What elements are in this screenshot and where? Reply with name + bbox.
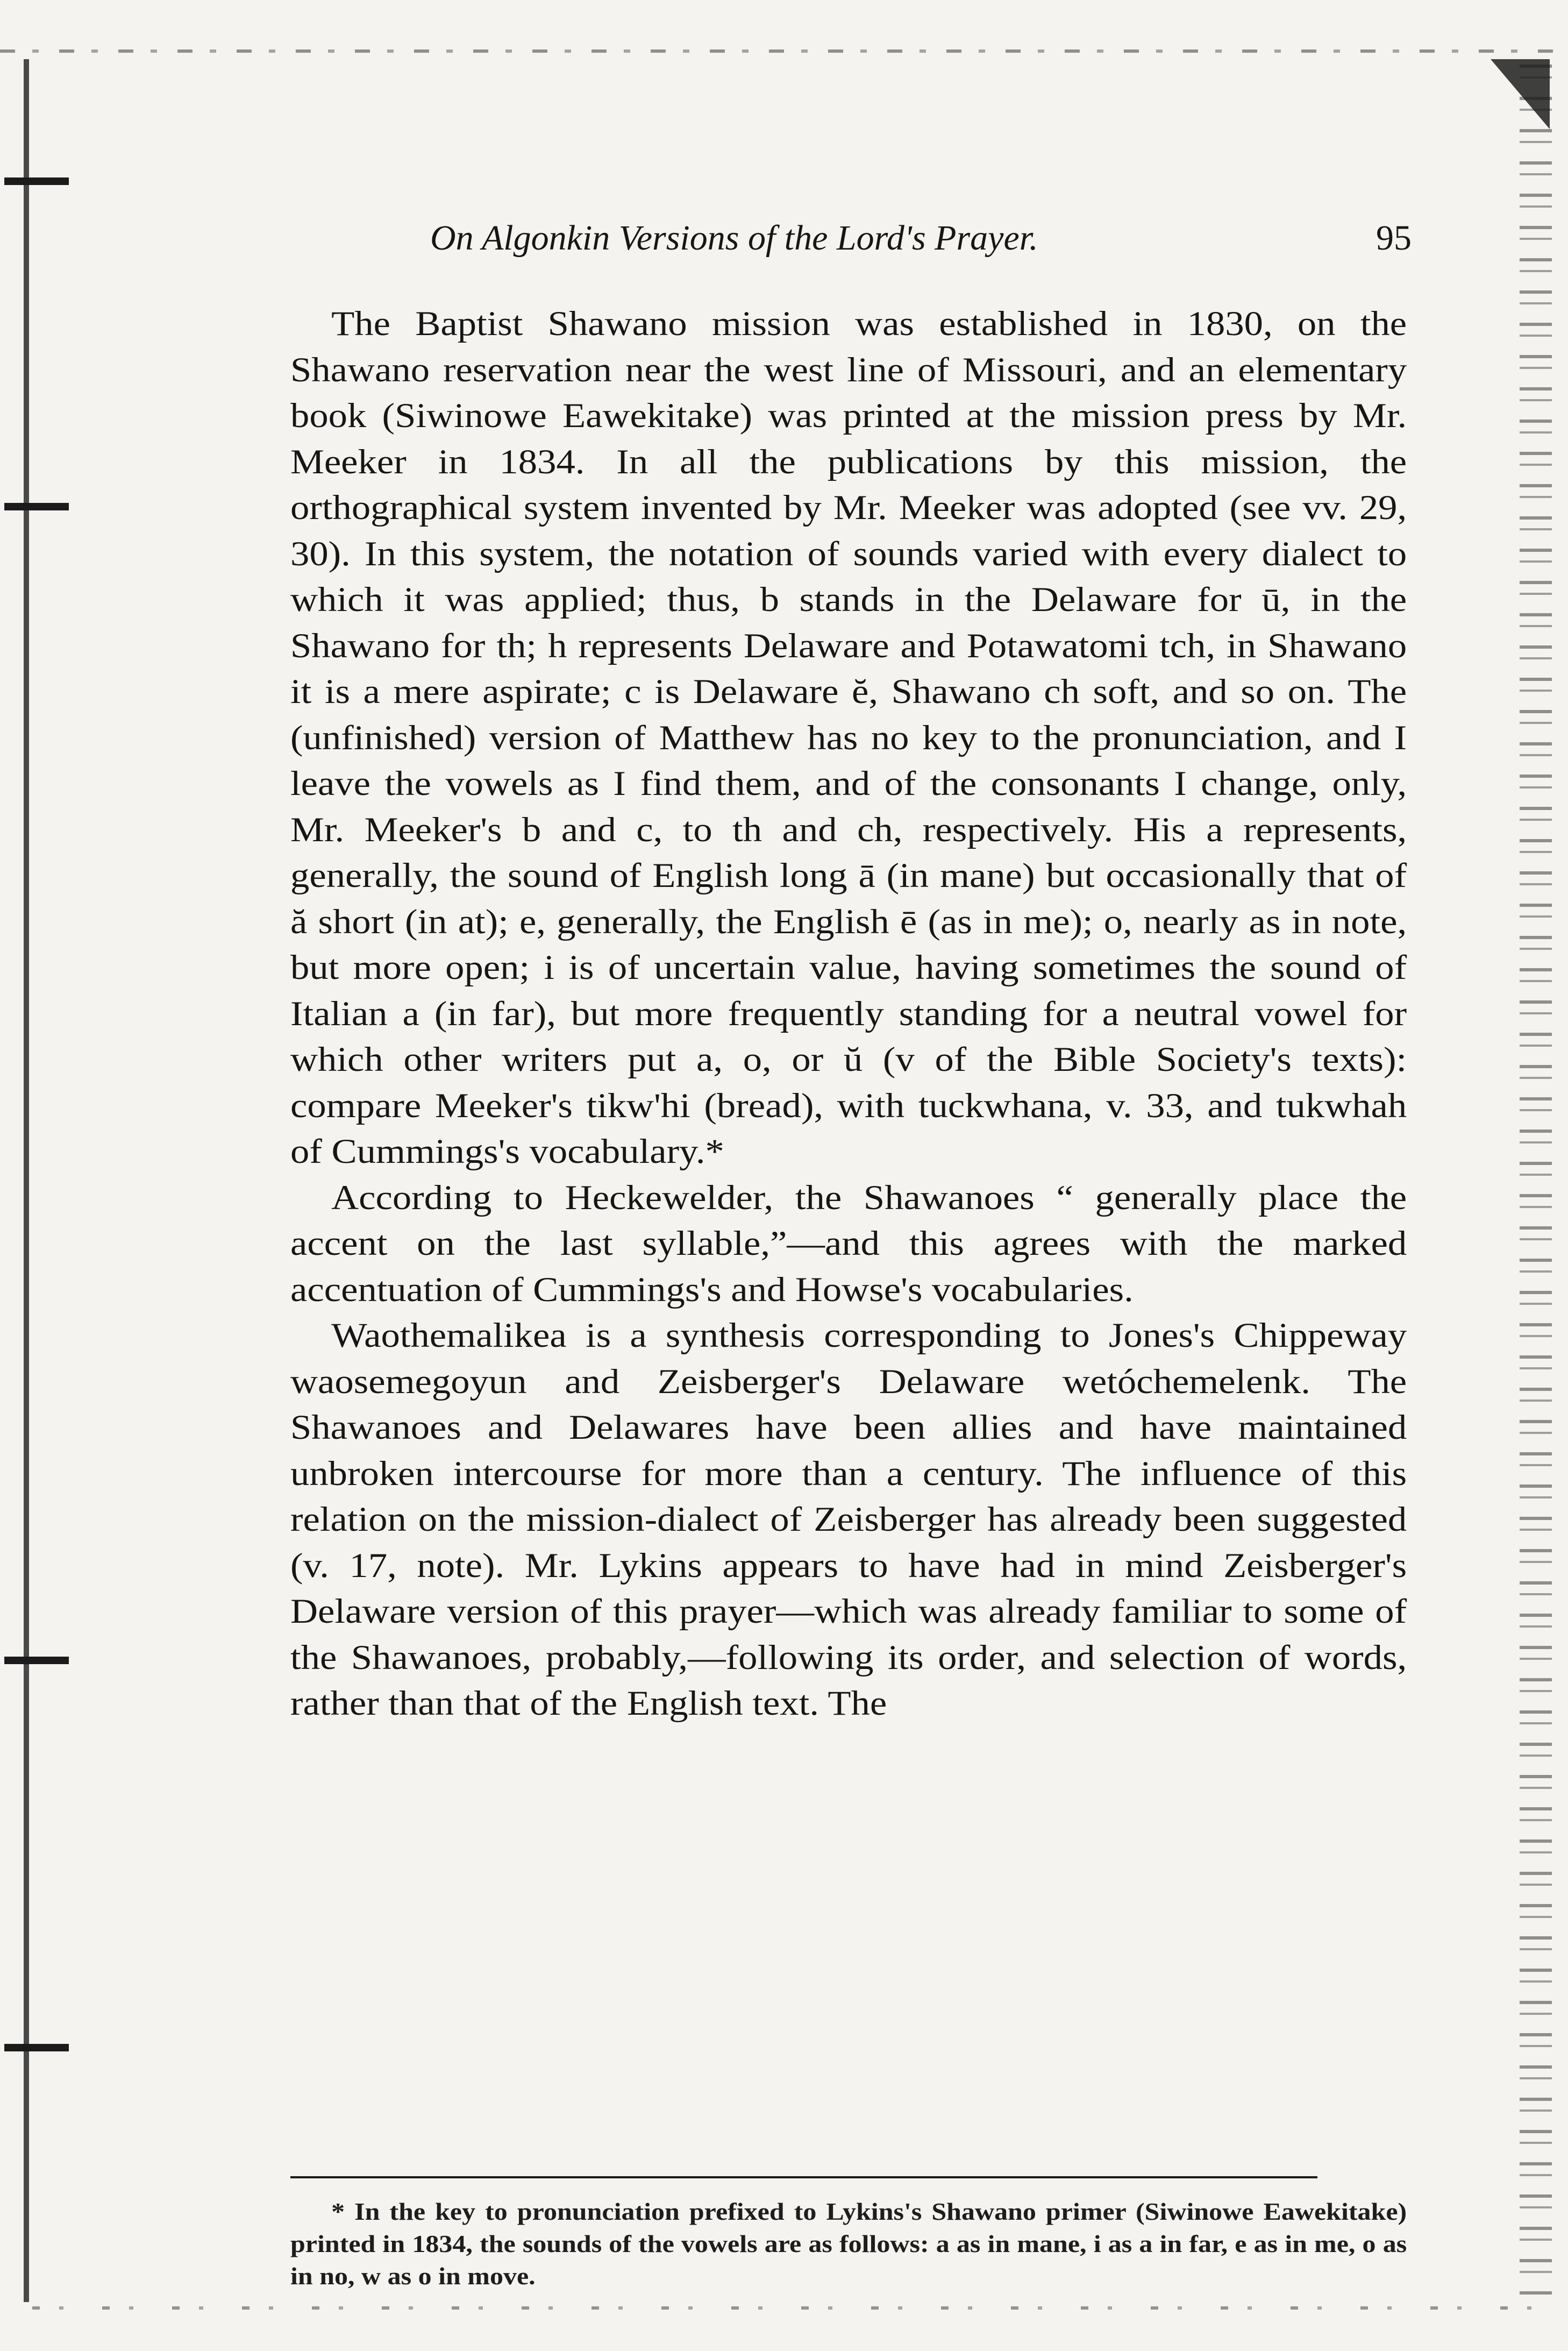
paragraph: According to Heckewelder, the Shawanoes “ generally place the accent on the last syllable,”—and this agrees with the marked accentuation of Cummings's and Howse's vocabularies. [290, 1178, 1407, 1309]
scan-left-edge [24, 59, 29, 2302]
scan-bottom-edge [32, 2306, 1549, 2310]
page-header [290, 218, 1412, 266]
binding-mark [4, 503, 69, 510]
footnote-text: * In the key to pronunciation prefixed to Lykins's Shawano primer (Siwinowe Eawekitake) printed in 1834, the sounds of the vowels are as follows: a as in mane, i as a in far, e as in me, o as in no, w as o in move. [290, 2198, 1407, 2290]
binding-mark [4, 177, 69, 185]
scan-top-edge [0, 49, 1568, 53]
body-text [290, 301, 1407, 1727]
paragraph: Waothemalikea is a synthesis corresponding to Jones's Chippeway waosemegoyun and Zeisberger's Delaware wetóchemelenk. The Shawanoes and Delawares have been allies and have maintained unbroken intercourse for more than a century. The influence of this relation on the mission-dialect of Zeisberger has already been suggested (v. 17, note). Mr. Lykins appears to have had in mind Zeisberger's Delaware version of this prayer—which was already familiar to some of the Shawanoes, probably,—following its order, and selection of words, rather than that of the English text. The [290, 1316, 1407, 1723]
binding-mark [4, 1657, 69, 1664]
binding-mark [4, 2044, 69, 2051]
footnote [290, 2196, 1407, 2292]
running-title: On Algonkin Versions of the Lord's Prayer. [430, 218, 1038, 258]
scan-right-edge [1520, 65, 1552, 2297]
page-number: 95 [1376, 218, 1412, 258]
footnote-divider [290, 2176, 1317, 2178]
paragraph: The Baptist Shawano mission was established in 1830, on the Shawano reservation near the west line of Missouri, and an elementary book (Siwinowe Eawekitake) was printed at the mission press by Mr. Meeker in 1834. In all the publications by this mission, the orthographical system invented by Mr. Meeker was adopted (see vv. 29, 30). In this system, the notation of sounds varied with every dialect to which it was applied; thus, b stands in the Delaware for ū, in the Shawano for th; h represents Delaware and Potawatomi tch, in Shawano it is a mere aspirate; c is Delaware ĕ, Shawano ch soft, and so on. The (unfinished) version of Matthew has no key to the pronunciation, and I leave the vowels as I find them, and of the consonants I change, only, Mr. Meeker's b and c, to th and ch, respectively. His a represents, generally, the sound of English long ā (in mane) but occasionally that of ă short (in at); e, generally, the English ē (as in me); o, nearly as in note, but more open; i is of uncertain value, having sometimes the sound of Italian a (in far), but more frequently standing for a neutral vowel for which other writers put a, o, or ŭ (v of the Bible Society's texts): compare Meeker's tikw'hi (bread), with tuckwhana, v. 33, and tukwhah of Cummings's vocabulary.* [290, 304, 1407, 1171]
